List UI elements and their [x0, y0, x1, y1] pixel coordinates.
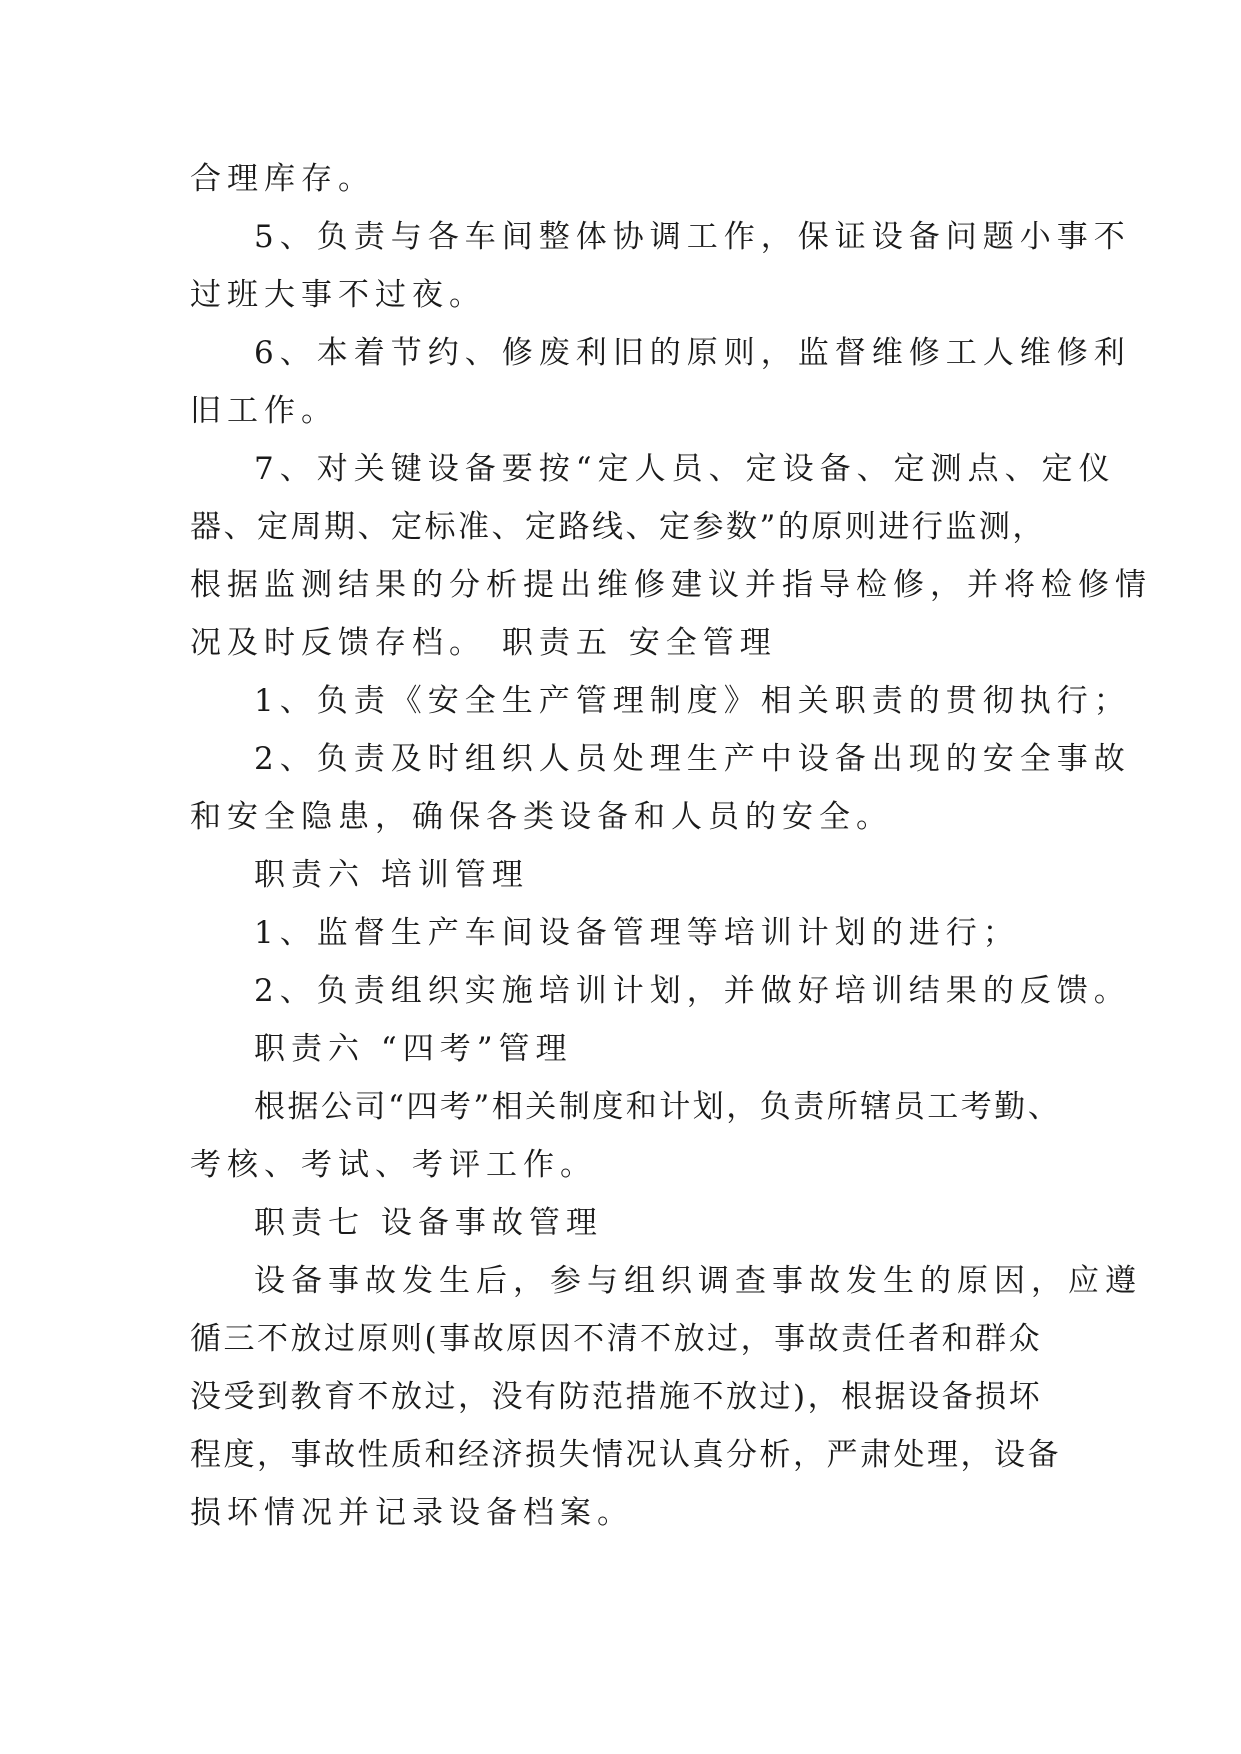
text-line: 旧工作。	[190, 393, 338, 429]
text-line: 没受到教育不放过，没有防范措施不放过)，根据设备损坏	[190, 1379, 1043, 1415]
body-text	[190, 150, 1152, 1542]
text-line: 2、负责组织实施培训计划，并做好培训结果的反馈。	[254, 973, 1131, 1009]
section-heading: 职责六 培训管理	[254, 857, 529, 893]
text-line: 1、监督生产车间设备管理等培训计划的进行；	[254, 915, 1020, 951]
text-line: 损坏情况并记录设备档案。	[190, 1495, 634, 1531]
text-line: 5、负责与各车间整体协调工作，保证设备问题小事不	[254, 219, 1131, 255]
text-line: 根据监测结果的分析提出维修建议并指导检修，并将检修情	[190, 567, 1152, 603]
text-line: 器、定周期、定标准、定路线、定参数”的原则进行监测，	[190, 509, 1046, 545]
text-line: 况及时反馈存档。 职责五 安全管理	[190, 625, 777, 661]
text-line: 和安全隐患，确保各类设备和人员的安全。	[190, 799, 893, 835]
text-line: 设备事故发生后，参与组织调查事故发生的原因，应遵	[254, 1263, 1142, 1299]
text-line: 2、负责及时组织人员处理生产中设备出现的安全事故	[254, 741, 1131, 777]
text-line: 循三不放过原则(事故原因不清不放过，事故责任者和群众	[190, 1321, 1043, 1357]
text-line: 考核、考试、考评工作。	[190, 1147, 597, 1183]
section-heading: 职责七 设备事故管理	[254, 1205, 603, 1241]
text-line: 过班大事不过夜。	[190, 277, 486, 313]
text-line: 根据公司“四考”相关制度和计划，负责所辖员工考勤、	[254, 1089, 1062, 1125]
text-line: 程度，事故性质和经济损失情况认真分析，严肃处理，设备	[190, 1437, 1061, 1473]
text-line: 7、对关键设备要按“定人员、定设备、定测点、定仪	[254, 451, 1116, 487]
text-line: 合理库存。	[190, 161, 375, 197]
section-heading: 职责六 “四考”管理	[254, 1031, 573, 1067]
text-line: 6、本着节约、修废利旧的原则，监督维修工人维修利	[254, 335, 1131, 371]
text-line: 1、负责《安全生产管理制度》相关职责的贯彻执行；	[254, 683, 1131, 719]
